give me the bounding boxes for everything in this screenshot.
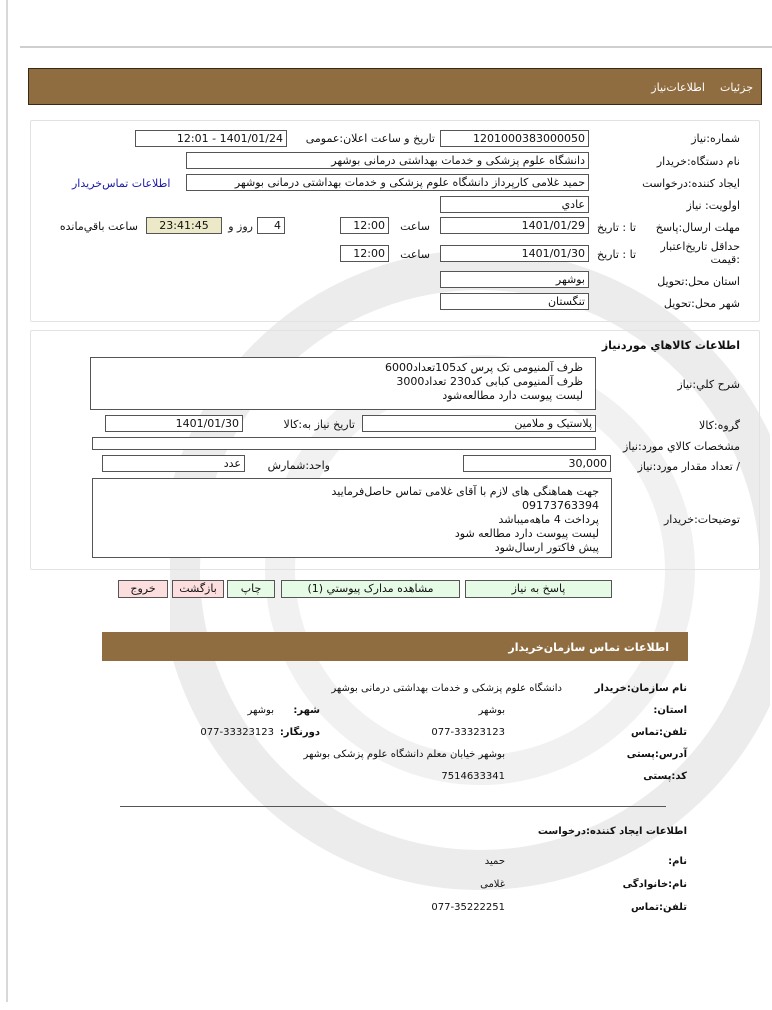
validity-label: حداقل تاریخ‌اعتبار :قیمت [660,240,740,266]
validity-date-field[interactable]: 1401/01/30 [440,245,589,262]
buyer-contact-link[interactable]: اطلاعات تماس‌خریدار [72,177,171,190]
tab-need-info[interactable]: اطلاعات‌نیاز [651,81,705,94]
creator-name: حمید [484,856,505,867]
to-date-label: تا : تاریخ [597,221,636,234]
desc-field[interactable] [90,357,596,410]
contact-org-label: نام سازمان:خریدار [594,683,687,694]
contact-address: بوشهر خیابان معلم دانشگاه علوم پزشکی بوشهر [303,749,505,760]
city-field[interactable]: تنگستان [440,293,589,310]
spec-label: مشخصات کالاي مورد:نياز [622,440,740,453]
contact-province-label: استان: [653,705,687,716]
remaining-time: 23:41:45 [146,217,222,234]
contact-org: دانشگاه علوم پزشکی و خدمات بهداشتی درمانی بوشهر [331,683,562,694]
contact-header [102,632,688,661]
notes-line: جهت هماهنگی های لازم با آقای غلامی تماس حاصل‌فرمایید [331,485,599,498]
creator-phone: 077-35222251 [431,902,505,913]
time-label: ساعت [400,220,430,233]
desc-label: شرح کلي:نياز [677,378,740,391]
creator-family-label: نام:خانوادگی [622,879,687,890]
deadline-label: مهلت ارسال:پاسخ [655,221,740,234]
days-field[interactable]: 4 [257,217,285,234]
creator-family: غلامی [480,879,505,890]
creator-name-label: نام: [668,856,687,867]
priority-label: اولویت: نیاز [686,199,740,212]
group-label: گروه:کالا [699,419,740,432]
need-date-label: تاریخ نیاز به:کالا [283,418,355,431]
spec-field[interactable] [92,437,596,450]
contact-postal-label: کد:پستی [643,771,687,782]
divider [120,806,666,807]
desc-line: لیست پیوست دارد مطالعه‌شود [442,389,583,402]
notes-label: توضیحات:خریدار [664,513,740,526]
creator-title: اطلاعات ایجاد کننده:درخواست [537,826,687,837]
desc-line: ظرف آلمنیومی کبابی کد230 تعداد3000 [396,375,583,388]
validity-to-date-label: تا : تاریخ [597,248,636,261]
divider [20,46,772,48]
print-button[interactable]: چاپ [227,580,275,598]
validity-time-field[interactable]: 12:00 [340,245,389,262]
need-date-field[interactable]: 1401/01/30 [105,415,243,432]
unit-label: واحد:شمارش [267,459,330,472]
creator-label: ایجاد کننده:درخواست [642,177,740,190]
org-label: نام دستگاه:خریدار [656,155,740,168]
city-label: شهر محل:تحویل [663,297,740,310]
notes-line: پیش فاکتور ارسال‌شود [494,541,599,554]
attachments-button[interactable]: مشاهده مدارک پیوستي (1) [281,580,460,598]
announce-label: تاریخ و ساعت اعلان:عمومی [305,132,435,145]
header-bar [28,68,762,105]
contact-title: اطلاعات تماس سازمان‌خریدار [508,641,669,654]
contact-postal: 7514633341 [441,771,505,782]
page-border [6,0,8,1002]
validity-time-label: ساعت [400,248,430,261]
contact-phone: 077-33323123 [431,727,505,738]
tab-details[interactable]: جزئیات [720,81,753,94]
contact-fax: 077-33323123 [200,727,274,738]
qty-field[interactable]: 30,000 [463,455,611,472]
unit-field[interactable]: عدد [102,455,245,472]
need-info-section [30,120,760,322]
province-field[interactable]: بوشهر [440,271,589,288]
exit-button[interactable]: خروج [118,580,168,598]
group-field[interactable]: پلاستیک و ملامین [362,415,596,432]
creator-phone-label: تلفن:تماس [630,902,687,913]
notes-line: پرداخت 4 ماهه‌میباشد [498,513,599,526]
notes-field[interactable] [92,478,612,558]
contact-city: بوشهر [247,705,274,716]
province-label: استان محل:تحویل [657,275,740,288]
back-button[interactable]: بازگشت [172,580,224,598]
days-label: روز و [228,220,253,233]
notes-line: لیست پیوست دارد مطالعه شود [454,527,599,540]
goods-title: اطلاعات کالاهاي موردنياز [601,339,740,352]
notes-line: 09173763394 [522,499,599,512]
desc-line: ظرف آلمنیومی تک پرس کد105تعداد6000 [385,361,583,374]
contact-province: بوشهر [478,705,505,716]
remaining-label: ساعت باقي‌مانده [59,220,138,233]
org-field[interactable]: دانشگاه علوم پزشکی و خدمات بهداشتی درمانی بوشهر [186,152,589,169]
contact-address-label: آدرس:پستی [626,749,687,760]
reply-button[interactable]: پاسخ به نیاز [465,580,612,598]
need-number-field[interactable]: 1201000383000050 [440,130,589,147]
need-number-label: شماره:نیاز [691,132,740,145]
contact-phone-label: تلفن:تماس [630,727,687,738]
contact-fax-label: دورنگار: [279,727,320,738]
creator-field[interactable]: حمید غلامی کارپرداز دانشگاه علوم پزشکی و خدمات بهداشتی درمانی بوشهر [186,174,589,191]
deadline-date-field[interactable]: 1401/01/29 [440,217,589,234]
contact-city-label: شهر: [293,705,320,716]
announce-field[interactable]: 1401/01/24 - 12:01 [135,130,287,147]
qty-label: / تعداد مقدار مورد:نیاز [637,460,740,473]
priority-field[interactable]: عادي [440,196,589,213]
deadline-time-field[interactable]: 12:00 [340,217,389,234]
